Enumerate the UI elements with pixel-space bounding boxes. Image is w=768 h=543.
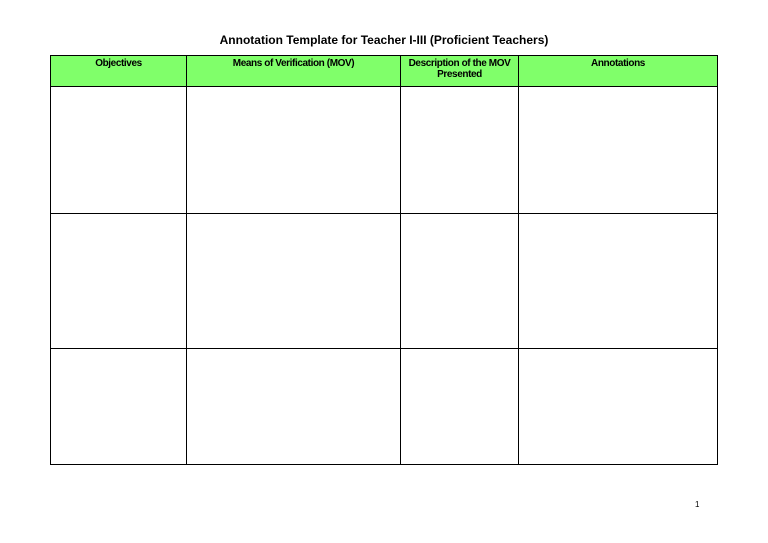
cell-annotations[interactable] (519, 214, 718, 349)
header-objectives: Objectives (51, 56, 187, 87)
table-row (51, 349, 718, 465)
header-description-of-mov: Description of the MOV Presented (401, 56, 519, 87)
header-annotations: Annotations (519, 56, 718, 87)
cell-description-of-mov[interactable] (401, 87, 519, 214)
cell-objectives[interactable] (51, 214, 187, 349)
cell-description-of-mov[interactable] (401, 349, 519, 465)
cell-annotations[interactable] (519, 87, 718, 214)
header-means-of-verification: Means of Verification (MOV) (187, 56, 401, 87)
cell-means-of-verification[interactable] (187, 349, 401, 465)
cell-means-of-verification[interactable] (187, 87, 401, 214)
cell-objectives[interactable] (51, 87, 187, 214)
annotation-table (50, 55, 718, 465)
table-row (51, 87, 718, 214)
page-title: Annotation Template for Teacher I-III (Proficient Teachers) (219, 33, 549, 47)
page-number: 1 (695, 500, 700, 509)
table-header-row (51, 56, 718, 87)
cell-annotations[interactable] (519, 349, 718, 465)
cell-objectives[interactable] (51, 349, 187, 465)
cell-means-of-verification[interactable] (187, 214, 401, 349)
cell-description-of-mov[interactable] (401, 214, 519, 349)
table-row (51, 214, 718, 349)
